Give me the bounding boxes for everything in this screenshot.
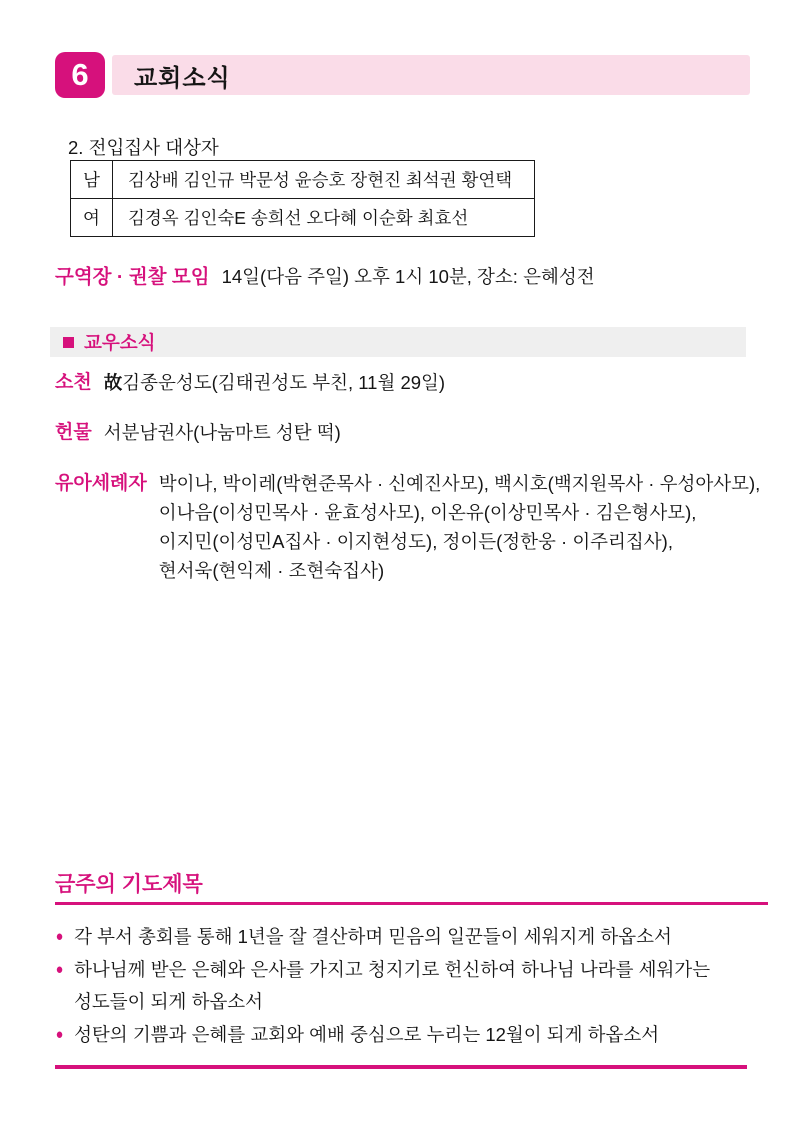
passing-label: 소천 — [55, 372, 92, 393]
prayer-item — [55, 954, 767, 1019]
news-item-infant-baptism — [55, 469, 760, 585]
table-row-male — [71, 161, 535, 199]
prayer-line: 성도들이 되게 하옵소서 — [74, 991, 264, 1012]
district-meeting-detail: 14일(다음 주일) 오후 1시 10분, 장소: 은혜성전 — [221, 266, 595, 287]
bullet-icon: ● — [55, 1025, 64, 1043]
infant-baptism-detail — [159, 469, 761, 585]
deceased-prefix: 故 — [103, 372, 123, 393]
prayer-line: 하나님께 받은 은혜와 은사를 가지고 청지기로 헌신하여 하나님 나라를 세워가는 — [74, 958, 711, 980]
page-number-badge: 6 — [55, 52, 105, 98]
member-news-band — [50, 327, 746, 357]
transfer-deacon-heading: 2. 전입집사 대상자 — [68, 137, 219, 158]
table-row-female — [71, 199, 535, 237]
bullet-icon: ● — [55, 960, 64, 978]
district-meeting-line — [55, 261, 595, 289]
prayer-line: 각 부서 총회를 통해 1년을 잘 결산하며 믿음의 일꾼들이 세워지게 하옵소서 — [74, 926, 672, 947]
passing-detail-text: 김종운성도(김태권성도 부친, 11월 29일) — [122, 372, 446, 393]
prayer-topics-list — [55, 921, 767, 1051]
offering-detail: 서분남권사(나눔마트 성탄 떡) — [103, 422, 341, 443]
district-meeting-label: 구역장 · 권찰 모임 — [55, 266, 210, 288]
gender-label-cell: 남 — [71, 161, 113, 199]
baptism-line: 박이나, 박이레(박현준목사 · 신예진사모), 백시호(백지원목사 · 우성아사모), — [158, 473, 761, 494]
news-item-offering — [55, 418, 341, 447]
prayer-topics-heading: 금주의 기도제목 — [55, 873, 203, 896]
baptism-line: 이지민(이성민A집사 · 이지현성도), 정이든(정한웅 · 이주리집사), — [158, 531, 673, 552]
infant-baptism-label: 유아세례자 — [55, 473, 147, 494]
member-news-heading: 교우소식 — [84, 332, 156, 353]
prayer-item — [55, 1019, 767, 1052]
prayer-item-text — [74, 954, 710, 1019]
prayer-heading-underline — [55, 902, 768, 905]
transfer-deacon-table — [70, 160, 535, 237]
prayer-item-text — [74, 921, 672, 954]
baptism-line: 이나음(이성민목사 · 윤효성사모), 이온유(이상민목사 · 김은형사모), — [158, 502, 697, 523]
title-bar — [112, 55, 750, 95]
names-cell: 김경옥 김인숙E 송희선 오다혜 이순화 최효선 — [113, 199, 535, 237]
bullet-icon: ● — [55, 928, 64, 945]
page-header — [55, 52, 750, 98]
prayer-item-text — [74, 1019, 659, 1052]
prayer-line: 성탄의 기쁨과 은혜를 교회와 예배 중심으로 누리는 12월이 되게 하옵소서 — [74, 1023, 660, 1045]
footer-rule — [55, 1065, 747, 1069]
gender-label-cell: 여 — [71, 199, 113, 237]
square-bullet-icon — [63, 337, 74, 348]
news-item-passing — [55, 368, 445, 397]
prayer-item — [55, 921, 767, 954]
baptism-line: 현서욱(현익제 · 조현숙집사) — [158, 560, 385, 581]
passing-detail — [104, 368, 445, 397]
names-cell: 김상배 김인규 박문성 윤승호 장현진 최석권 황연택 — [113, 161, 535, 199]
offering-label: 헌물 — [55, 422, 92, 443]
page-title: 교회소식 — [134, 64, 231, 92]
